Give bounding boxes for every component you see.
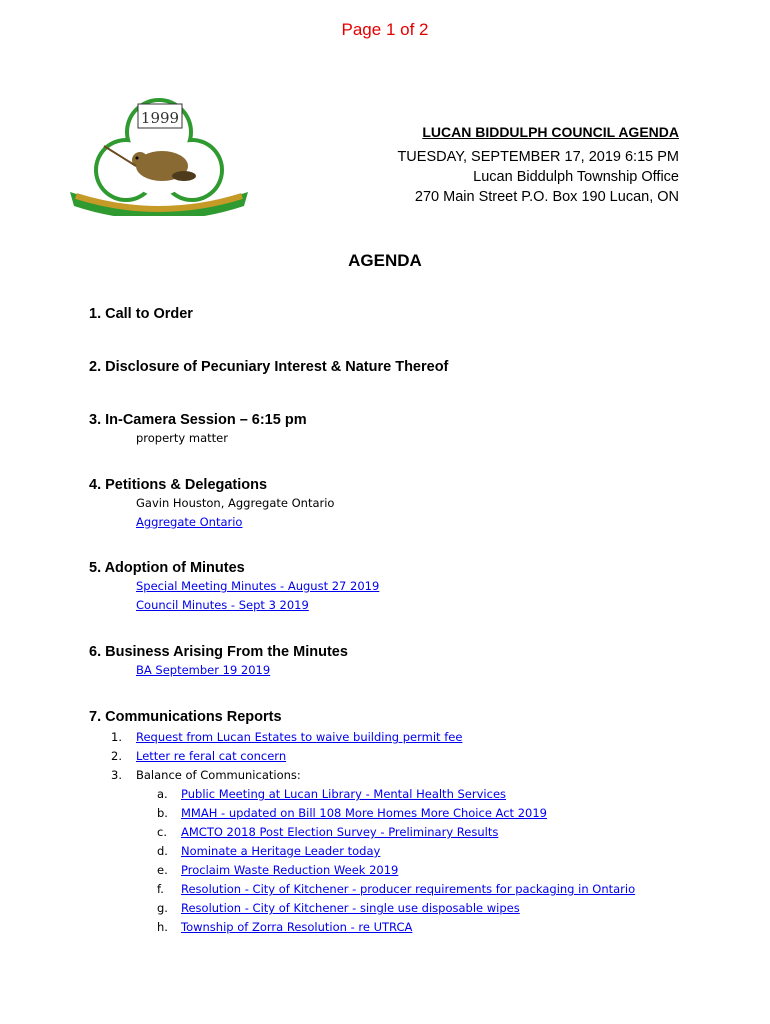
communication-link[interactable]: AMCTO 2018 Post Election Survey - Preliminary Results	[181, 825, 499, 839]
section-petitions	[89, 476, 334, 532]
list-item: b. MMAH - updated on Bill 108 More Homes More Choice Act 2019	[157, 806, 547, 820]
agenda-title: LUCAN BIDDULPH COUNCIL AGENDA	[422, 124, 679, 140]
special-meeting-minutes-link[interactable]: Special Meeting Minutes - August 27 2019	[136, 579, 380, 593]
communication-link[interactable]: Request from Lucan Estates to waive building permit fee	[136, 730, 463, 744]
communication-link[interactable]: MMAH - updated on Bill 108 More Homes More Choice Act 2019	[181, 806, 547, 820]
list-item: 3. Balance of Communications:	[111, 768, 301, 782]
section-title: 7. Communications Reports	[89, 709, 282, 725]
section-adoption-minutes	[89, 559, 379, 615]
section-title: 4. Petitions & Delegations	[89, 477, 268, 493]
agenda-heading: AGENDA	[348, 251, 422, 270]
list-item: d. Nominate a Heritage Leader today	[157, 844, 381, 858]
township-logo	[66, 94, 252, 216]
communication-link[interactable]: Public Meeting at Lucan Library - Mental Health Services	[181, 787, 507, 801]
communication-link[interactable]: Nominate a Heritage Leader today	[181, 844, 381, 858]
section-title: 5. Adoption of Minutes	[89, 560, 245, 576]
list-item: 2. Letter re feral cat concern	[111, 749, 287, 763]
section-pecuniary-interest	[89, 358, 448, 376]
section-call-to-order	[89, 305, 193, 323]
balance-label: Balance of Communications:	[136, 768, 301, 782]
ba-link[interactable]: BA September 19 2019	[136, 663, 271, 677]
communication-link[interactable]: Resolution - City of Kitchener - single use disposable wipes	[181, 901, 520, 915]
list-item: f. Resolution - City of Kitchener - producer requirements for packaging in Ontario	[157, 882, 636, 896]
list-item: g. Resolution - City of Kitchener - single use disposable wipes	[157, 901, 520, 915]
meeting-location: Lucan Biddulph Township Office	[473, 169, 679, 185]
item-note: property matter	[136, 431, 228, 445]
communication-link[interactable]: Resolution - City of Kitchener - producer requirements for packaging in Ontario	[181, 882, 636, 896]
council-minutes-link[interactable]: Council Minutes - Sept 3 2019	[136, 598, 309, 612]
list-item: a. Public Meeting at Lucan Library - Mental Health Services	[157, 787, 507, 801]
communication-link[interactable]: Proclaim Waste Reduction Week 2019	[181, 863, 399, 877]
balance-communications-list	[89, 785, 635, 937]
communication-link[interactable]: Letter re feral cat concern	[136, 749, 287, 763]
communications-list	[89, 728, 635, 785]
section-title: 2. Disclosure of Pecuniary Interest & Nature Thereof	[89, 359, 449, 375]
item-note: Gavin Houston, Aggregate Ontario	[136, 496, 335, 510]
svg-text:1999: 1999	[140, 109, 180, 127]
section-business-arising	[89, 643, 348, 680]
list-item: 1. Request from Lucan Estates to waive building permit fee	[111, 730, 463, 744]
list-item: c. AMCTO 2018 Post Election Survey - Preliminary Results	[157, 825, 499, 839]
aggregate-ontario-link[interactable]: Aggregate Ontario	[136, 515, 243, 529]
list-item: e. Proclaim Waste Reduction Week 2019	[157, 863, 399, 877]
section-title: 3. In-Camera Session – 6:15 pm	[89, 412, 307, 428]
communication-link[interactable]: Township of Zorra Resolution - re UTRCA	[181, 920, 413, 934]
section-in-camera	[89, 411, 307, 448]
section-title: 6. Business Arising From the Minutes	[89, 644, 348, 660]
list-item: h. Township of Zorra Resolution - re UTRCA	[157, 920, 413, 934]
section-title: 1. Call to Order	[89, 306, 193, 322]
section-communications	[89, 708, 635, 937]
page-counter: Page 1 of 2	[341, 20, 429, 39]
meeting-address: 270 Main Street P.O. Box 190 Lucan, ON	[414, 189, 679, 205]
meeting-date: TUESDAY, SEPTEMBER 17, 2019 6:15 PM	[397, 149, 679, 165]
header-block	[397, 124, 679, 207]
